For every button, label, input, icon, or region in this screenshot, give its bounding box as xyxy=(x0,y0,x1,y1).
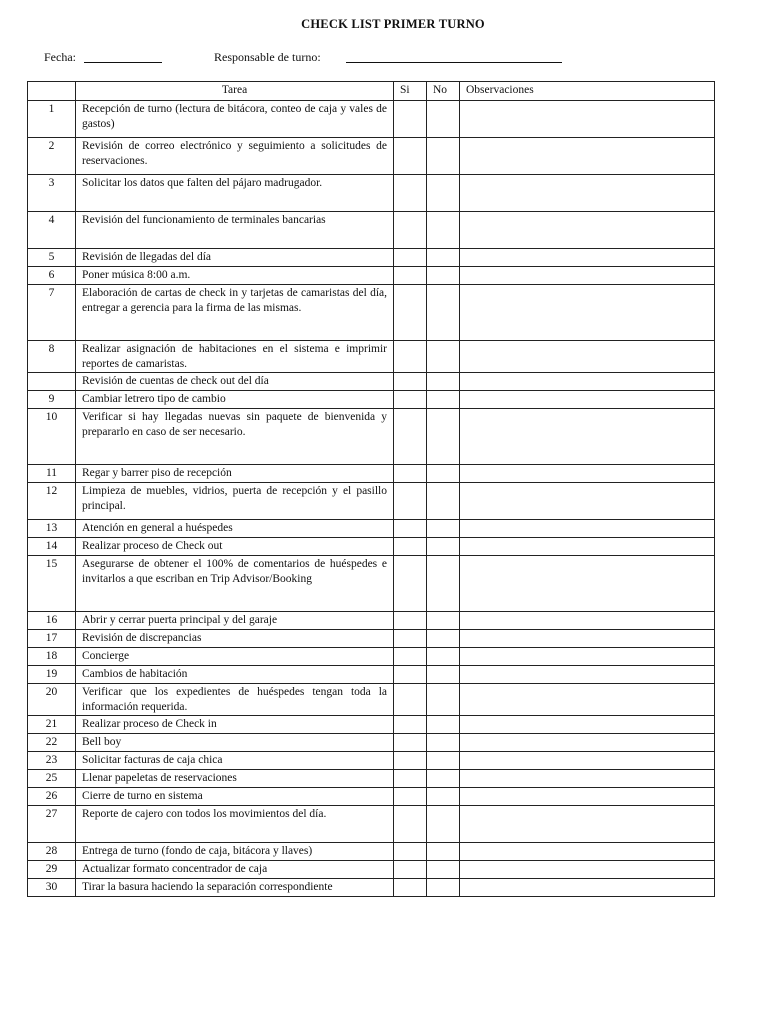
table-row xyxy=(28,538,715,556)
si-checkbox-cell[interactable] xyxy=(394,806,427,843)
task-number: 21 xyxy=(28,716,76,734)
no-checkbox-cell[interactable] xyxy=(427,341,460,373)
task-description: Reporte de cajero con todos los movimientos del día. xyxy=(76,806,394,843)
task-description: Solicitar facturas de caja chica xyxy=(76,752,394,770)
no-checkbox-cell[interactable] xyxy=(427,520,460,538)
fecha-label: Fecha: xyxy=(44,50,76,64)
task-number: 6 xyxy=(28,267,76,285)
no-checkbox-cell[interactable] xyxy=(427,101,460,138)
task-description: Actualizar formato concentrador de caja xyxy=(76,861,394,879)
no-checkbox-cell[interactable] xyxy=(427,734,460,752)
task-description: Limpieza de muebles, vidrios, puerta de recepción y el pasillo principal. xyxy=(76,483,394,520)
si-checkbox-cell[interactable] xyxy=(394,788,427,806)
si-checkbox-cell[interactable] xyxy=(394,341,427,373)
no-checkbox-cell[interactable] xyxy=(427,212,460,249)
task-header: Tarea xyxy=(76,82,394,101)
no-checkbox-cell[interactable] xyxy=(427,249,460,267)
observaciones-cell[interactable] xyxy=(460,648,715,666)
table-row xyxy=(28,285,715,341)
observaciones-cell[interactable] xyxy=(460,341,715,373)
observaciones-header: Observaciones xyxy=(460,82,715,101)
si-checkbox-cell[interactable] xyxy=(394,648,427,666)
no-checkbox-cell[interactable] xyxy=(427,716,460,734)
no-checkbox-cell[interactable] xyxy=(427,267,460,285)
table-header-row xyxy=(28,82,715,101)
observaciones-cell[interactable] xyxy=(460,752,715,770)
si-checkbox-cell[interactable] xyxy=(394,684,427,716)
no-checkbox-cell[interactable] xyxy=(427,612,460,630)
si-checkbox-cell[interactable] xyxy=(394,843,427,861)
task-number: 26 xyxy=(28,788,76,806)
task-description: Cierre de turno en sistema xyxy=(76,788,394,806)
si-checkbox-cell[interactable] xyxy=(394,612,427,630)
observaciones-cell[interactable] xyxy=(460,409,715,465)
observaciones-cell[interactable] xyxy=(460,212,715,249)
task-description: Entrega de turno (fondo de caja, bitácora y llaves) xyxy=(76,843,394,861)
task-description: Asegurarse de obtener el 100% de comentarios de huéspedes e invitarlos a que escriban en Trip Advisor/Booking xyxy=(76,556,394,612)
task-number: 27 xyxy=(28,806,76,843)
no-checkbox-cell[interactable] xyxy=(427,666,460,684)
task-description: Solicitar los datos que falten del pájaro madrugador. xyxy=(76,175,394,212)
no-checkbox-cell[interactable] xyxy=(427,843,460,861)
table-row xyxy=(28,556,715,612)
task-description: Realizar proceso de Check in xyxy=(76,716,394,734)
observaciones-cell[interactable] xyxy=(460,101,715,138)
si-checkbox-cell[interactable] xyxy=(394,267,427,285)
table-row xyxy=(28,843,715,861)
si-checkbox-cell[interactable] xyxy=(394,138,427,175)
task-description: Abrir y cerrar puerta principal y del garaje xyxy=(76,612,394,630)
si-checkbox-cell[interactable] xyxy=(394,483,427,520)
observaciones-cell[interactable] xyxy=(460,138,715,175)
si-checkbox-cell[interactable] xyxy=(394,391,427,409)
no-checkbox-cell[interactable] xyxy=(427,806,460,843)
task-number: 25 xyxy=(28,770,76,788)
table-row xyxy=(28,465,715,483)
table-row xyxy=(28,612,715,630)
si-checkbox-cell[interactable] xyxy=(394,249,427,267)
no-checkbox-cell[interactable] xyxy=(427,538,460,556)
table-row xyxy=(28,249,715,267)
table-row xyxy=(28,734,715,752)
table-row xyxy=(28,770,715,788)
table-row xyxy=(28,520,715,538)
observaciones-cell[interactable] xyxy=(460,770,715,788)
task-description: Realizar proceso de Check out xyxy=(76,538,394,556)
observaciones-cell[interactable] xyxy=(460,612,715,630)
fecha-field[interactable] xyxy=(84,50,162,63)
task-number: 15 xyxy=(28,556,76,612)
task-description: Realizar asignación de habitaciones en el sistema e imprimir reportes de camaristas. xyxy=(76,341,394,373)
task-description: Verificar que los expedientes de huéspedes tengan toda la información requerida. xyxy=(76,684,394,716)
observaciones-cell[interactable] xyxy=(460,843,715,861)
observaciones-cell[interactable] xyxy=(460,175,715,212)
observaciones-cell[interactable] xyxy=(460,538,715,556)
task-number xyxy=(28,373,76,391)
no-checkbox-cell[interactable] xyxy=(427,138,460,175)
task-description: Concierge xyxy=(76,648,394,666)
task-number: 14 xyxy=(28,538,76,556)
task-description: Bell boy xyxy=(76,734,394,752)
task-description: Verificar si hay llegadas nuevas sin paquete de bienvenida y prepararlo en caso de ser necesario. xyxy=(76,409,394,465)
no-checkbox-cell[interactable] xyxy=(427,465,460,483)
table-row xyxy=(28,630,715,648)
observaciones-cell[interactable] xyxy=(460,483,715,520)
task-number: 2 xyxy=(28,138,76,175)
observaciones-cell[interactable] xyxy=(460,879,715,897)
observaciones-cell[interactable] xyxy=(460,391,715,409)
no-checkbox-cell[interactable] xyxy=(427,175,460,212)
table-row xyxy=(28,373,715,391)
no-checkbox-cell[interactable] xyxy=(427,285,460,341)
table-row xyxy=(28,341,715,373)
task-description: Revisión de correo electrónico y seguimiento a solicitudes de reservaciones. xyxy=(76,138,394,175)
task-description: Cambios de habitación xyxy=(76,666,394,684)
task-description: Revisión del funcionamiento de terminales bancarias xyxy=(76,212,394,249)
observaciones-cell[interactable] xyxy=(460,630,715,648)
task-number: 3 xyxy=(28,175,76,212)
task-description: Revisión de cuentas de check out del día xyxy=(76,373,394,391)
no-checkbox-cell[interactable] xyxy=(427,556,460,612)
task-description: Revisión de llegadas del día xyxy=(76,249,394,267)
task-number: 19 xyxy=(28,666,76,684)
observaciones-cell[interactable] xyxy=(460,788,715,806)
task-description: Llenar papeletas de reservaciones xyxy=(76,770,394,788)
observaciones-cell[interactable] xyxy=(460,806,715,843)
si-checkbox-cell[interactable] xyxy=(394,212,427,249)
task-number: 9 xyxy=(28,391,76,409)
page-title: CHECK LIST PRIMER TURNO xyxy=(301,17,485,31)
observaciones-cell[interactable] xyxy=(460,465,715,483)
observaciones-cell[interactable] xyxy=(460,373,715,391)
task-number: 30 xyxy=(28,879,76,897)
task-number: 22 xyxy=(28,734,76,752)
table-row xyxy=(28,648,715,666)
task-description: Cambiar letrero tipo de cambio xyxy=(76,391,394,409)
task-description: Poner música 8:00 a.m. xyxy=(76,267,394,285)
si-checkbox-cell[interactable] xyxy=(394,752,427,770)
observaciones-cell[interactable] xyxy=(460,520,715,538)
observaciones-cell[interactable] xyxy=(460,684,715,716)
si-checkbox-cell[interactable] xyxy=(394,879,427,897)
si-checkbox-cell[interactable] xyxy=(394,373,427,391)
table-row xyxy=(28,806,715,843)
si-checkbox-cell[interactable] xyxy=(394,538,427,556)
si-header: Si xyxy=(394,82,427,101)
no-checkbox-cell[interactable] xyxy=(427,684,460,716)
si-checkbox-cell[interactable] xyxy=(394,861,427,879)
task-number: 8 xyxy=(28,341,76,373)
task-number: 20 xyxy=(28,684,76,716)
task-number: 12 xyxy=(28,483,76,520)
no-checkbox-cell[interactable] xyxy=(427,752,460,770)
observaciones-cell[interactable] xyxy=(460,249,715,267)
observaciones-cell[interactable] xyxy=(460,716,715,734)
no-checkbox-cell[interactable] xyxy=(427,483,460,520)
si-checkbox-cell[interactable] xyxy=(394,716,427,734)
table-row xyxy=(28,212,715,249)
si-checkbox-cell[interactable] xyxy=(394,734,427,752)
table-row xyxy=(28,175,715,212)
no-checkbox-cell[interactable] xyxy=(427,788,460,806)
si-checkbox-cell[interactable] xyxy=(394,770,427,788)
num-header xyxy=(28,82,76,101)
task-description: Revisión de discrepancias xyxy=(76,630,394,648)
no-header: No xyxy=(427,82,460,101)
task-number: 7 xyxy=(28,285,76,341)
si-checkbox-cell[interactable] xyxy=(394,101,427,138)
task-description: Atención en general a huéspedes xyxy=(76,520,394,538)
responsable-field[interactable] xyxy=(346,50,562,63)
table-row xyxy=(28,391,715,409)
table-row xyxy=(28,684,715,716)
si-checkbox-cell[interactable] xyxy=(394,630,427,648)
observaciones-cell[interactable] xyxy=(460,285,715,341)
no-checkbox-cell[interactable] xyxy=(427,861,460,879)
table-row xyxy=(28,267,715,285)
table-row xyxy=(28,788,715,806)
task-description: Tirar la basura haciendo la separación correspondiente xyxy=(76,879,394,897)
table-row xyxy=(28,752,715,770)
no-checkbox-cell[interactable] xyxy=(427,373,460,391)
checklist-table xyxy=(27,81,715,897)
table-row xyxy=(28,716,715,734)
task-description: Recepción de turno (lectura de bitácora, conteo de caja y vales de gastos) xyxy=(76,101,394,138)
table-row xyxy=(28,483,715,520)
task-number: 18 xyxy=(28,648,76,666)
task-number: 23 xyxy=(28,752,76,770)
no-checkbox-cell[interactable] xyxy=(427,879,460,897)
no-checkbox-cell[interactable] xyxy=(427,648,460,666)
task-number: 1 xyxy=(28,101,76,138)
task-number: 13 xyxy=(28,520,76,538)
si-checkbox-cell[interactable] xyxy=(394,285,427,341)
si-checkbox-cell[interactable] xyxy=(394,409,427,465)
no-checkbox-cell[interactable] xyxy=(427,409,460,465)
task-number: 10 xyxy=(28,409,76,465)
observaciones-cell[interactable] xyxy=(460,666,715,684)
si-checkbox-cell[interactable] xyxy=(394,520,427,538)
si-checkbox-cell[interactable] xyxy=(394,556,427,612)
task-number: 29 xyxy=(28,861,76,879)
table-row xyxy=(28,861,715,879)
task-number: 16 xyxy=(28,612,76,630)
task-number: 4 xyxy=(28,212,76,249)
observaciones-cell[interactable] xyxy=(460,267,715,285)
si-checkbox-cell[interactable] xyxy=(394,666,427,684)
no-checkbox-cell[interactable] xyxy=(427,770,460,788)
task-number: 17 xyxy=(28,630,76,648)
table-row xyxy=(28,138,715,175)
table-row xyxy=(28,879,715,897)
observaciones-cell[interactable] xyxy=(460,556,715,612)
task-number: 5 xyxy=(28,249,76,267)
task-number: 11 xyxy=(28,465,76,483)
table-row xyxy=(28,409,715,465)
observaciones-cell[interactable] xyxy=(460,861,715,879)
responsable-label: Responsable de turno: xyxy=(214,50,321,64)
si-checkbox-cell[interactable] xyxy=(394,175,427,212)
table-row xyxy=(28,666,715,684)
task-number: 28 xyxy=(28,843,76,861)
observaciones-cell[interactable] xyxy=(460,734,715,752)
task-description: Regar y barrer piso de recepción xyxy=(76,465,394,483)
si-checkbox-cell[interactable] xyxy=(394,465,427,483)
task-description: Elaboración de cartas de check in y tarjetas de camaristas del día, entregar a gerencia para la firma de las mismas. xyxy=(76,285,394,341)
no-checkbox-cell[interactable] xyxy=(427,391,460,409)
table-row xyxy=(28,101,715,138)
no-checkbox-cell[interactable] xyxy=(427,630,460,648)
